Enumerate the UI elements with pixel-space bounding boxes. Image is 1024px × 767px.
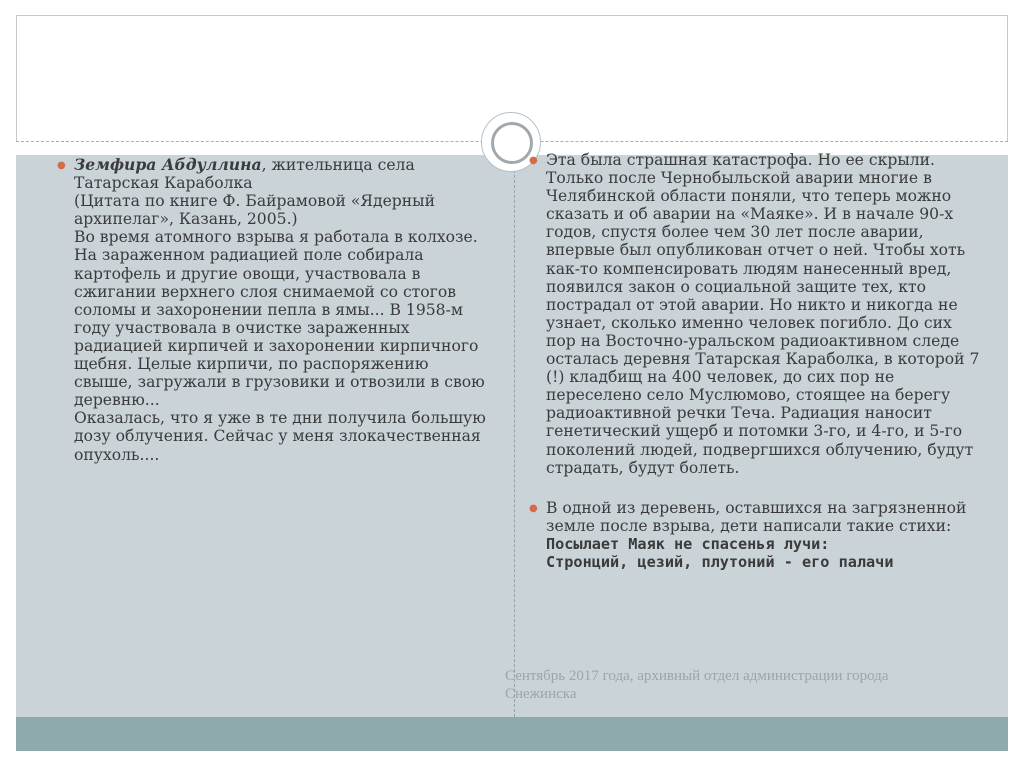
circle-ornament-ring bbox=[491, 122, 533, 164]
right-bullet-item-2 bbox=[529, 498, 981, 571]
witness-name: Земфира Абдуллина bbox=[74, 155, 262, 174]
footer-band bbox=[16, 717, 1008, 751]
left-line-village: Татарская Караболка bbox=[74, 174, 253, 193]
left-line-conclusion: Оказалась, что я уже в те дни получила большую дозу облучения. Сейчас у меня злокачественная опухоль.... bbox=[74, 409, 486, 464]
poem-line-1: Посылает Маяк не спасенья лучи: bbox=[546, 534, 830, 553]
bullet-icon: ● bbox=[529, 155, 538, 166]
source-caption: Сентябрь 2017 года, архивный отдел администрации города Снежинска bbox=[505, 668, 889, 702]
left-bullet-item bbox=[57, 155, 489, 464]
column-divider bbox=[514, 155, 515, 717]
witness-intro: , жительница села bbox=[261, 156, 415, 174]
bullet-icon: ● bbox=[529, 502, 538, 514]
poem-line-2: Стронций, цезий, плутоний - его палачи bbox=[546, 552, 894, 571]
left-line-testimony: Во время атомного взрыва я работала в колхозе. На зараженном радиацией поле собирала картофель и другие овощи, участвовала в сжигании верхнего слоя снимаемой со стогов соломы и захоронении пепла в ямы... В 1958-м году участвовала в очистке зараженных радиацией кирпичей и захоронении кирпичного щебня. Целые кирпичи, по распоряжению свыше, загружали в грузовики и отвозили в свою деревню... bbox=[74, 228, 485, 410]
left-line-source: (Цитата по книге Ф. Байрамовой «Ядерный архипелаг», Казань, 2005.) bbox=[74, 192, 435, 229]
left-column bbox=[57, 155, 489, 464]
right-paragraph-2: В одной из деревень, оставшихся на загрязненной земле после взрыва, дети написали такие стихи: bbox=[546, 498, 967, 535]
bullet-icon: ● bbox=[57, 160, 66, 171]
right-paragraph-1: Эта была страшная катастрофа. Но ее скрыли. Только после Чернобыльской аварии многие в Челябинской области поняли, что теперь можно сказать и об аварии на «Маяке». И в начале 90-х годов, спустя более чем 30 лет после аварии, впервые был опубликован отчет о ней. Чтобы хоть как-то компенсировать людям нанесенный вред, появился закон о социальной защите тех, кто пострадал от этой аварии. Но никто и никогда не узнает, сколько именно человек погибло. До сих пор на Восточно-уральском радиоактивном следе осталась деревня Татарская Караболка, в которой 7 (!) кладбищ на 400 человек, до сих пор не переселено село Муслюмово, стоящее на берегу радиоактивной речки Теча. Радиация наносит генетический ущерб и потомки 3-го, и 4-го, и 5-го поколений людей, подвергшихся облучению, будут страдать, будут болеть. bbox=[546, 151, 980, 477]
right-column bbox=[529, 151, 981, 571]
right-bullet-item-1 bbox=[529, 151, 981, 477]
left-intro bbox=[74, 156, 489, 174]
